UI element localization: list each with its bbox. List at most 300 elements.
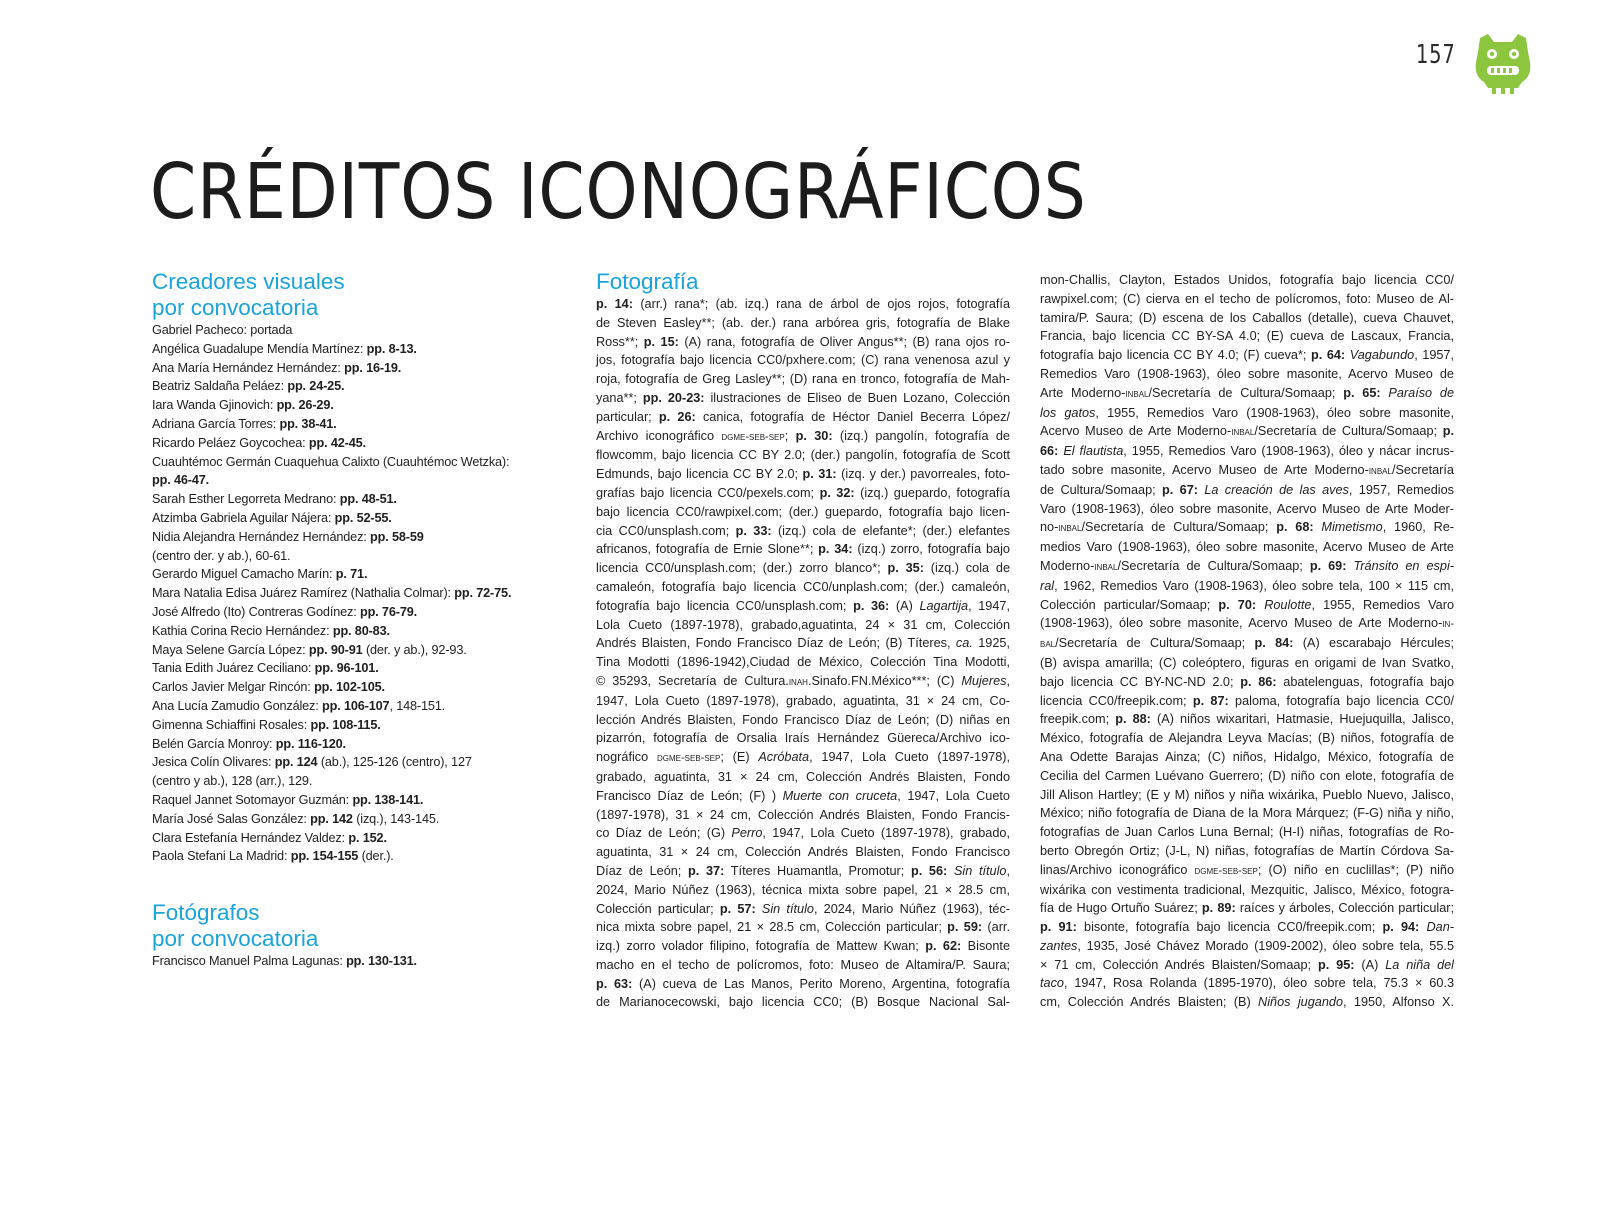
credit-text: Iara Wanda Gjinovich: xyxy=(152,398,277,413)
credit-text: /Secretaría de Cultura/Somaap; xyxy=(1254,424,1443,439)
credit-text: fotografías de Juan Carlos Luna Bernal; (H-I) niñas, fotografías de Ro- xyxy=(1040,825,1454,840)
credit-line xyxy=(596,862,1010,881)
credit-text: Tina Modotti (1896-1942),Ciudad de México, Colección Tina Modotti, xyxy=(596,655,1010,670)
credit-line xyxy=(152,415,547,434)
credit-pages: pp. 96-101. xyxy=(314,661,379,676)
credit-text: ilustraciones de Eliseo de Buen Lozano, Colección xyxy=(704,390,1011,405)
credit-text: Títeres Huamantla, Promotur; xyxy=(724,863,911,878)
credit-text: bajo licencia CC BY-NC-ND 2.0; xyxy=(1040,674,1241,689)
credit-line xyxy=(1040,956,1454,975)
credit-text: cm, Colección Andrés Blaisten; (B) xyxy=(1040,995,1259,1010)
column-fotografia xyxy=(596,269,1010,1012)
credit-text: , 1947, Lola Cueto (1897-1978), grabado, xyxy=(762,826,1010,841)
credit-text: × 71 cm, Colección Andrés Blaisten/Somaap; xyxy=(1040,957,1318,972)
credit-text: José Alfredo (Ito) Contreras Godínez: xyxy=(152,604,360,619)
credit-text xyxy=(947,864,954,878)
credit-text: paloma, fotografía bajo licencia CC0/ xyxy=(1228,693,1455,708)
credit-text: (centro y ab.), 128 (arr.), 129. xyxy=(152,774,313,789)
credit-text: Edmunds, bajo licencia CC BY 2.0; xyxy=(596,467,803,482)
credit-text: Lagartija xyxy=(919,598,969,613)
credit-line xyxy=(596,843,1010,862)
credit-line xyxy=(1040,804,1454,823)
credit-line xyxy=(152,791,547,810)
credit-text: Belén García Monroy: xyxy=(152,736,276,751)
credit-line xyxy=(1040,365,1454,384)
credit-text: Ana Lucía Zamudio González: xyxy=(152,698,322,713)
credit-text: , 1955, Remedios Varo (1908-1963), óleo sobre masonite, xyxy=(1095,405,1455,420)
credit-text: p. 33: xyxy=(735,523,772,538)
credit-text: Jesica Colín Olivares: xyxy=(152,755,275,770)
credit-line xyxy=(152,952,547,971)
credit-text: inbal xyxy=(1094,560,1118,573)
credit-text: p. 34: xyxy=(818,542,853,557)
credit-line xyxy=(152,678,547,697)
credit-text: , xyxy=(1006,863,1011,878)
credit-text: canica, fotografía de Héctor Daniel Becerra López/ xyxy=(695,409,1010,424)
credit-line xyxy=(1040,271,1454,290)
credit-text: p. 14: xyxy=(596,297,633,311)
credit-text: La niña del xyxy=(1385,957,1455,972)
credit-text: p. 32: xyxy=(819,485,855,500)
credit-line xyxy=(1040,918,1454,937)
credit-text: Roulotte xyxy=(1264,597,1312,612)
credit-text: pizarrón, fotografía de Orsalia Iraís Hernández Güereca/Archivo ico- xyxy=(596,731,1010,746)
credit-line xyxy=(1040,673,1454,692)
credit-line xyxy=(152,622,547,641)
credit-pages: pp. 26-29. xyxy=(276,398,334,413)
credit-text: inbal xyxy=(1231,426,1255,439)
credit-text: rawpixel.com; (C) cierva en el techo de polícromos, foto: Museo de Al- xyxy=(1040,291,1454,306)
credit-text: p. 88: xyxy=(1115,712,1151,727)
credit-text: p. 62: xyxy=(925,939,962,954)
credit-text: licencia CC0/freepik.com; xyxy=(1040,693,1193,708)
credit-text: 1925, xyxy=(972,636,1010,651)
credit-line xyxy=(596,314,1010,333)
credit-text: (A) cueva de Las Manos, Perito Moreno, Argentina, fotografía xyxy=(632,976,1010,991)
credit-line xyxy=(596,748,1010,768)
credit-text: p. 87: xyxy=(1192,693,1229,708)
credit-text: dgme-seb-sep xyxy=(721,430,785,443)
credit-line xyxy=(596,427,1010,447)
credit-text: p. 63: xyxy=(596,976,633,991)
credit-text: Paola Stefani La Madrid: xyxy=(152,849,291,864)
credit-line xyxy=(152,772,547,791)
credit-text: 1947, Lola Cueto (1897-1978), grabado, aguatinta, 31 × 24 cm, Co- xyxy=(596,693,1010,708)
credit-text: (arr.) rana*; (ab. izq.) rana de árbol de ojos rojos, fotografía xyxy=(632,297,1010,311)
credit-pages: pp. 90-91 xyxy=(308,642,363,657)
credit-line xyxy=(1040,993,1454,1012)
credit-text: fía de Hugo Ortuño Suárez; xyxy=(1040,901,1202,916)
credit-text: nográfico xyxy=(596,750,657,765)
credit-pages: pp. 106-107 xyxy=(322,698,390,713)
heading-line: por convocatoria xyxy=(152,295,319,320)
fotografos-list xyxy=(152,952,547,971)
credit-text: (izq.) pangolín, fotografía de xyxy=(832,428,1010,443)
credit-line xyxy=(1040,577,1454,596)
credit-text: camaleón, fotografía bajo licencia CC0/unplash.com; (der.) camaleón, xyxy=(596,579,1010,594)
credit-line xyxy=(152,829,547,848)
credit-text: p. 70: xyxy=(1218,597,1257,612)
credit-text: Ross**; xyxy=(596,334,644,349)
credit-line xyxy=(596,900,1010,919)
credit-line xyxy=(152,810,547,829)
credit-text: Cuauhtémoc Germán Cuaquehua Calixto (Cuauhtémoc Wetzka): xyxy=(152,454,510,469)
credit-text: , 1935, José Chávez Morado (1909-2002), óleo sobre tela, 55.5 xyxy=(1077,938,1454,953)
credit-text: inbal xyxy=(1058,522,1082,535)
credit-text: (izq.) zorro, fotografía bajo xyxy=(852,542,1010,557)
credit-text: Lola Cueto (1897-1978), grabado,aguatinta, 24 × 31 cm, Colección xyxy=(596,617,1010,632)
credit-text: particular; xyxy=(596,409,659,424)
credit-line xyxy=(596,787,1010,806)
continuation-credits xyxy=(1040,271,1454,1012)
credit-line xyxy=(596,937,1010,956)
credit-line xyxy=(1040,481,1454,500)
heading-creadores xyxy=(152,269,547,321)
credit-text: ; (E) xyxy=(720,750,759,765)
credit-text: fotografía bajo licencia CC0/unsplash.com; xyxy=(596,598,854,613)
credit-line xyxy=(596,295,1010,314)
credit-line xyxy=(1040,442,1454,461)
credit-line xyxy=(1040,881,1454,900)
credit-text: Sin título xyxy=(761,901,814,916)
credit-pages: pp. 16-19. xyxy=(344,360,402,375)
credit-line xyxy=(596,408,1010,427)
credit-line xyxy=(1040,614,1454,634)
credit-line xyxy=(596,333,1010,352)
credit-line xyxy=(1040,937,1454,956)
credit-text: no- xyxy=(1040,520,1059,535)
credit-line xyxy=(1040,518,1454,538)
credit-text: Dan- xyxy=(1426,920,1454,935)
credit-text: , 1955, Remedios Varo (1908-1963), óleo y nácar incrus- xyxy=(1123,444,1454,459)
credit-text: p. 69: xyxy=(1309,558,1347,573)
credit-text: Carlos Javier Melgar Rincón: xyxy=(152,680,315,695)
credit-text: jos, fotografía bajo licencia CC0/pxhere.com; (C) rana venenosa azul y xyxy=(596,353,1010,368)
credit-line xyxy=(596,634,1010,653)
credit-line xyxy=(152,321,547,340)
credit-text: p. 65: xyxy=(1343,385,1381,400)
credit-text: Ana María Hernández Hernández: xyxy=(152,360,345,375)
credit-text: ca. xyxy=(955,636,973,651)
credit-text: Adriana García Torres: xyxy=(152,416,280,431)
credit-text: abatelenguas, fotografía bajo xyxy=(1276,674,1454,689)
credit-text: de Steven Easley**; (ab. der.) rana arbórea gris, fotografía de Blake xyxy=(596,315,1010,330)
credit-text: (A) escarabajo Hércules; xyxy=(1293,636,1455,651)
credit-pages: pp. 24-25. xyxy=(287,379,345,394)
credit-line xyxy=(1040,899,1454,918)
creadores-list xyxy=(152,321,547,866)
credit-text: inbal xyxy=(1125,387,1149,400)
credit-line xyxy=(1040,309,1454,328)
credit-line xyxy=(1040,404,1454,423)
credit-text: africanos, fotografía de Ernie Slone**; xyxy=(596,542,819,557)
credit-line xyxy=(596,956,1010,975)
credit-line xyxy=(596,484,1010,503)
credit-text: , 1955, Remedios Varo xyxy=(1311,597,1455,612)
credit-text: p. 89: xyxy=(1201,901,1236,916)
credit-line xyxy=(596,653,1010,672)
credit-text: dgme-seb-sep xyxy=(656,752,721,765)
credit-line xyxy=(596,503,1010,522)
credit-text: raíces y árboles, Colección particular; xyxy=(1235,901,1455,916)
credit-text: (izq.), 143-145. xyxy=(352,811,440,826)
credit-text: Francia, bajo licencia CC BY-SA 4.0; (E) cueva de Lascaux, Francia, xyxy=(1040,329,1454,344)
credit-text: p. 67: xyxy=(1162,482,1198,497)
credit-line xyxy=(1040,786,1454,805)
credit-line xyxy=(152,716,547,735)
credit-text: Mara Natalia Edisa Juárez Ramírez (Nathalia Colmar): xyxy=(152,586,455,601)
credit-line xyxy=(596,616,1010,635)
credit-line xyxy=(1040,384,1454,404)
credit-pages: pp. 154-155 xyxy=(290,849,359,864)
credit-line xyxy=(152,434,547,453)
credit-text: wixárika con vestimenta tradicional, Mezquitic, Jalisco, México, fotogra- xyxy=(1040,882,1454,897)
credit-text: roja, fotografía de Greg Lasley**; (D) rana en tronco, fotografía de Mah- xyxy=(596,372,1010,387)
credit-pages: pp. 72-75. xyxy=(454,586,512,601)
credit-text: Muerte con cruceta xyxy=(782,788,898,803)
credit-text: Jill Alison Hartley; (E y M) niños y niña wixárika, Pueblo Nuevo, Jalisco, xyxy=(1040,787,1454,802)
credit-text: p. 94: xyxy=(1382,920,1420,935)
credit-text: (A) niños wixaritari, Hatmasie, Huejuquilla, Jalisco, xyxy=(1150,712,1455,727)
credit-text: Francisco Manuel Palma Lagunas: xyxy=(152,954,347,969)
credit-text: (izq.) cola de xyxy=(923,561,1010,576)
credit-text: Díaz de León; xyxy=(596,863,689,878)
credit-pages: pp. 108-115. xyxy=(310,717,381,732)
credit-text: bajo licencia CC0/rawpixel.com; (der.) guepardo, fotografía bajo licen- xyxy=(596,504,1010,519)
credit-text: 2024, Mario Núñez (1963), técnica mixta sobre papel, 21 × 28.5 cm, xyxy=(596,882,1010,897)
credit-text: (B) avispa amarilla; (C) coleóptero, figuras en origami de Ivan Svatko, xyxy=(1040,655,1454,670)
credit-text: Archivo iconográfico xyxy=(596,428,722,443)
credit-line xyxy=(596,597,1010,616)
credit-line xyxy=(1040,974,1454,993)
credit-text: Gerardo Miguel Camacho Marín: xyxy=(152,567,336,582)
column-continuation xyxy=(1040,271,1454,1012)
credit-line xyxy=(152,697,547,716)
credit-line xyxy=(1040,692,1454,711)
credit-line xyxy=(596,768,1010,787)
credit-line xyxy=(1040,327,1454,346)
credit-line xyxy=(1040,823,1454,842)
credit-text: Atzimba Gabriela Aguilar Nájera: xyxy=(152,510,335,525)
credit-line xyxy=(152,547,547,566)
credit-text: , 1947, Rosa Rolanda (1895-1970), óleo sobre tela, 75.3 × 60.3 xyxy=(1063,976,1454,991)
credit-text: , 1947, xyxy=(968,598,1010,613)
credit-text: /Secretaría de Cultura/Somaap; xyxy=(1148,385,1344,400)
credit-text: Colección particular; xyxy=(596,901,720,916)
credit-pages: pp. 46-47. xyxy=(152,473,210,488)
credit-text: Francisco Díaz de León; (F) ) xyxy=(596,788,783,803)
credit-pages: pp. 124 xyxy=(274,755,318,770)
credit-line xyxy=(1040,500,1454,519)
credit-line xyxy=(152,584,547,603)
credit-pages: pp. 42-45. xyxy=(308,435,366,450)
credit-text: Mimetismo xyxy=(1321,520,1383,535)
heading-fotografia: Fotografía xyxy=(596,269,699,294)
credit-text: , 2024, Mario Núñez (1963), téc- xyxy=(813,901,1011,916)
credit-text: /Secretaría de Cultura/Somaap; xyxy=(1117,558,1310,573)
credit-line xyxy=(1040,634,1454,654)
credit-text: freepik.com; xyxy=(1040,712,1116,727)
credit-text: ; (O) niño en cuclillas*; (P) niño xyxy=(1257,862,1455,877)
credit-line xyxy=(596,692,1010,711)
credit-line xyxy=(1040,557,1454,577)
credit-text: licencia CC0/unsplash.com; (der.) zorro blanco*; xyxy=(596,561,888,576)
credit-text: lección Andrés Blaisten, Fondo Francisco Díaz de León; (D) niñas en xyxy=(596,712,1010,727)
credit-text: Nidia Alejandra Hernández Hernández: xyxy=(152,529,371,544)
credit-pages: p. 152. xyxy=(348,830,387,845)
credit-pages: pp. 8-13. xyxy=(366,341,417,356)
credit-line xyxy=(152,753,547,772)
credit-text: Raquel Jannet Sotomayor Guzmán: xyxy=(152,792,353,807)
credit-text: Gabriel Pacheco: portada xyxy=(152,323,293,337)
credit-text: (A) rana, fotografía de Oliver Angus**; (B) rana ojos ro- xyxy=(678,334,1010,349)
credit-text: Andrés Blaisten, Fondo Francisco Díaz de León; (B) Títeres, xyxy=(596,636,956,651)
credit-pages: pp. 76-79. xyxy=(359,604,418,619)
credit-line xyxy=(596,389,1010,408)
credit-text: México; niño fotografía de Diana de la Mora Márquez; (F-G) niña y niño, xyxy=(1040,806,1454,821)
credit-text: p. 64: xyxy=(1311,348,1346,363)
credit-text: , 148-151. xyxy=(389,698,446,713)
credit-text: fotografía bajo licencia CC BY 4.0; (F) cueva*; xyxy=(1040,348,1311,363)
credit-line xyxy=(1040,748,1454,767)
credit-text: yana**; xyxy=(596,390,643,405)
credit-text: taco xyxy=(1040,976,1064,991)
credit-line xyxy=(1040,767,1454,786)
credit-text: Bisonte xyxy=(961,939,1011,954)
credit-text: , 1962, Remedios Varo (1908-1963), óleo sobre tela, 100 × 115 cm, xyxy=(1054,578,1454,593)
credit-line xyxy=(1040,422,1454,442)
credit-line xyxy=(152,565,547,584)
credit-text: p. 95: xyxy=(1317,957,1355,972)
credit-line xyxy=(596,446,1010,465)
credit-text: Angélica Guadalupe Mendía Martínez: xyxy=(152,341,367,356)
credit-text: p. 56: xyxy=(910,863,948,878)
credit-line xyxy=(1040,729,1454,748)
credit-line xyxy=(152,509,547,528)
credit-pages: pp. 38-41. xyxy=(279,416,337,431)
page-title: CRÉDITOS ICONOGRÁFICOS xyxy=(150,148,1087,237)
credit-line xyxy=(1040,654,1454,673)
credit-line xyxy=(596,522,1010,541)
credit-text: , 1947, Lola Cueto (1897-1978), xyxy=(809,750,1010,765)
credit-line xyxy=(596,881,1010,900)
credit-text: (1908-1963), óleo sobre masonite, Acervo Museo de Arte Moderno- xyxy=(1040,616,1443,631)
credit-text: berto Obregón Ortiz; (J-L, N) niñas, fotografías de Martín Córdova Sa- xyxy=(1040,843,1454,858)
credit-text: Remedios Varo (1908-1963), óleo sobre masonite, Acervo Museo de xyxy=(1040,366,1454,381)
credit-text: Niños jugando xyxy=(1258,995,1344,1010)
credit-text: Gimenna Schiaffini Rosales: xyxy=(152,717,311,732)
credit-text: 66: xyxy=(1040,444,1059,459)
section-fotografos xyxy=(152,900,547,971)
credit-text: (centro der. y ab.), 60-61. xyxy=(152,548,291,563)
fotografia-credits xyxy=(596,295,1010,1012)
credit-pages: pp. 116-120. xyxy=(275,736,346,751)
credit-text: Clara Estefanía Hernández Valdez: xyxy=(152,830,349,845)
credit-text: inah xyxy=(788,675,808,688)
credit-line xyxy=(1040,710,1454,729)
credit-text: p. 36: xyxy=(853,598,890,613)
credit-text: Vagabundo xyxy=(1349,348,1415,363)
credit-text: dgme-seb-sep xyxy=(1194,864,1258,877)
credit-line xyxy=(152,735,547,754)
credit-text: aguatinta, 31 × 24 cm, Colección Andrés Blaisten, Fondo Francisco xyxy=(596,845,1010,860)
heading-line: Fotógrafos xyxy=(152,900,260,926)
credit-text: tamira/P. Saura; (D) escena de los Caballos (detalle), cueva Chauvet, xyxy=(1040,310,1454,325)
credit-text: p. 57: xyxy=(719,901,756,916)
credit-text: (A) xyxy=(889,598,920,613)
credit-pages: pp. 48-51. xyxy=(339,492,397,507)
credit-text: Perro xyxy=(731,826,763,841)
credit-text: cia CC0/unsplash.com; xyxy=(596,523,736,538)
heading-line: Creadores visuales xyxy=(152,269,345,294)
credit-text: de Marianocecowski, bajo licencia CC0; (B) Bosque Nacional Sal- xyxy=(596,995,1010,1010)
credit-text: p. 35: xyxy=(887,561,924,576)
credit-text: , xyxy=(1006,673,1010,688)
credit-text: los gatos xyxy=(1040,405,1096,420)
credit-text: zantes xyxy=(1040,938,1078,953)
credit-text: , 1960, Re- xyxy=(1382,520,1455,535)
credit-line xyxy=(152,359,547,378)
credit-text: grabado, aguatinta, 31 × 24 cm, Colección Andrés Blaisten, Fondo xyxy=(596,769,1010,784)
credit-text: p. 86: xyxy=(1240,674,1277,689)
credit-text: (izq.) cola de elefante*; (der.) elefantes xyxy=(771,523,1011,538)
credit-text: (izq. y der.) pavorreales, foto- xyxy=(836,467,1011,482)
credit-text: p. 30: xyxy=(795,428,833,443)
credit-line xyxy=(152,641,547,660)
credit-text: Moderno- xyxy=(1040,558,1095,573)
credit-text: Arte Moderno- xyxy=(1040,385,1126,400)
credit-pages: pp. 80-83. xyxy=(332,623,390,638)
credit-text: , 1957, Remedios xyxy=(1348,482,1454,497)
credit-text: macho en el techo de polícromos, foto: Museo de Altamira/P. Saura; xyxy=(596,957,1010,972)
heading-line: por convocatoria xyxy=(152,926,319,952)
credit-line xyxy=(1040,842,1454,861)
credit-text: co Díaz de León; (G) xyxy=(596,826,732,841)
credit-text: © 35293, Secretaría de Cultura. xyxy=(596,673,789,688)
credit-text: Acervo Museo de Arte Moderno- xyxy=(1040,424,1232,439)
credit-text: ; xyxy=(784,428,796,443)
credit-text: p. 59: xyxy=(947,920,983,935)
credit-line xyxy=(1040,861,1454,881)
credit-text: de Cultura/Somaap; xyxy=(1040,482,1163,497)
mascot-logo-icon xyxy=(1474,32,1532,94)
credit-text: /Secretaría de Cultura/Somaap; xyxy=(1055,636,1255,651)
credit-text: bisonte, fotografía bajo licencia CC0/freepik.com; xyxy=(1076,920,1383,935)
credit-text: in- xyxy=(1442,618,1454,631)
credit-line xyxy=(152,471,547,490)
credit-text xyxy=(1256,598,1264,612)
page-number: 157 xyxy=(1416,40,1456,70)
credit-text: flowcomm, bajo licencia CC BY 2.0; (der.) pangolín, fotografía de Scott xyxy=(596,448,1010,463)
credit-text: María José Salas González: xyxy=(152,811,311,826)
credit-line xyxy=(1040,461,1454,481)
credit-pages: pp. 138-141. xyxy=(352,792,424,807)
credit-pages: p. 71. xyxy=(335,567,368,582)
credit-text: p. 68: xyxy=(1276,520,1314,535)
credit-text: tado sobre masonite, Acervo Museo de Arte Moderno- xyxy=(1040,462,1369,477)
credit-line xyxy=(596,672,1010,692)
credit-text: /Secretaría de Cultura/Somaap; xyxy=(1081,520,1277,535)
credit-text: p. 31: xyxy=(802,467,837,482)
credit-pages: pp. 52-55. xyxy=(334,510,392,525)
heading-fotografos xyxy=(152,900,547,952)
credit-pages: pp. 58-59 xyxy=(370,529,424,544)
credit-text: izq.) zorro volador filipino, fotografía de Mattew Kwan; xyxy=(596,939,926,954)
credit-line xyxy=(152,490,547,509)
credit-line xyxy=(596,918,1010,937)
credit-line xyxy=(596,559,1010,578)
credit-text: p. 15: xyxy=(643,334,679,349)
